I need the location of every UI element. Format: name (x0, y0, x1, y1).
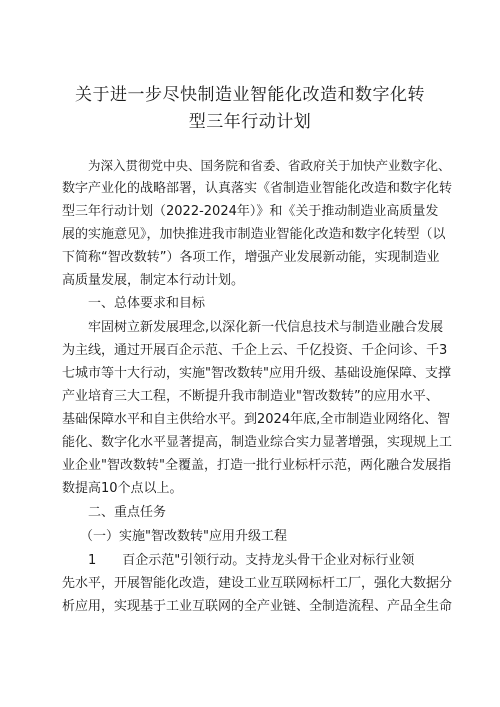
subsection-heading: （一）实施"智改数转"应用升级工程 (80, 529, 287, 544)
text-line: 产业培育三大工程，不断提升我市制造业"智改数转”的应用水平、 (62, 389, 439, 404)
text-line: 析应用，实现基于工业互联网的全产业链、全制造流程、产品全生命 (62, 599, 453, 614)
text-line: 七城市等十大行动，实施"智改数转"应用升级、基础设施保障、支撑 (62, 366, 451, 381)
text-line: 下简称“智改数转”）各项工作，增强产业发展新动能，实现制造业 (62, 250, 440, 265)
text-line: 基础保障水平和自主供给水平。到2024年底,全市制造业网络化、智 (62, 412, 451, 427)
document-title-line-1: 关于进一步尽快制造业智能化改造和数字化转 (75, 85, 425, 105)
text-line: 先水平，开展智能化改造，建设工业互联网标杆工厂，强化大数据分 (62, 576, 453, 591)
text-line: 高质量发展，制定本行动计划。 (62, 273, 245, 288)
text-line: 数提高10个点以上。 (62, 481, 183, 496)
document-title-line-2: 型三年行动计划 (188, 112, 312, 132)
text-line: 为深入贯彻党中央、国务院和省委、省政府关于加快产业数字化、 (88, 158, 451, 173)
text-line: 展的实施意见》，加快推进我市制造业智能化改造和数字化转型（以 (62, 227, 446, 242)
text-line: 1 百企示范"引领行动。支持龙头骨干企业对标行业领 (88, 553, 415, 568)
section-heading-2: 二、重点任务 (88, 505, 167, 520)
text-line: 型三年行动计划（2022-2024年）》和《关于推动制造业高质量发 (62, 204, 439, 219)
text-line: 牢固树立新发展理念,以深化新一代信息技术与制造业融合发展 (88, 320, 444, 335)
text-line: 为主线，通过开展百企示范、千企上云、千亿投资、千企问诊、千3 (62, 343, 448, 358)
text-line: 业企业"智改数转"全覆盖，打造一批行业标杆示范，两化融合发展指 (62, 458, 451, 473)
text-line: 能化、数字化水平显著提高，制造业综合实力显著增强，实现规上工 (62, 435, 453, 450)
section-heading-1: 一、总体要求和目标 (88, 296, 206, 311)
text-line: 数字产业化的战略部署，认真落实《省制造业智能化改造和数字化转 (62, 181, 453, 196)
